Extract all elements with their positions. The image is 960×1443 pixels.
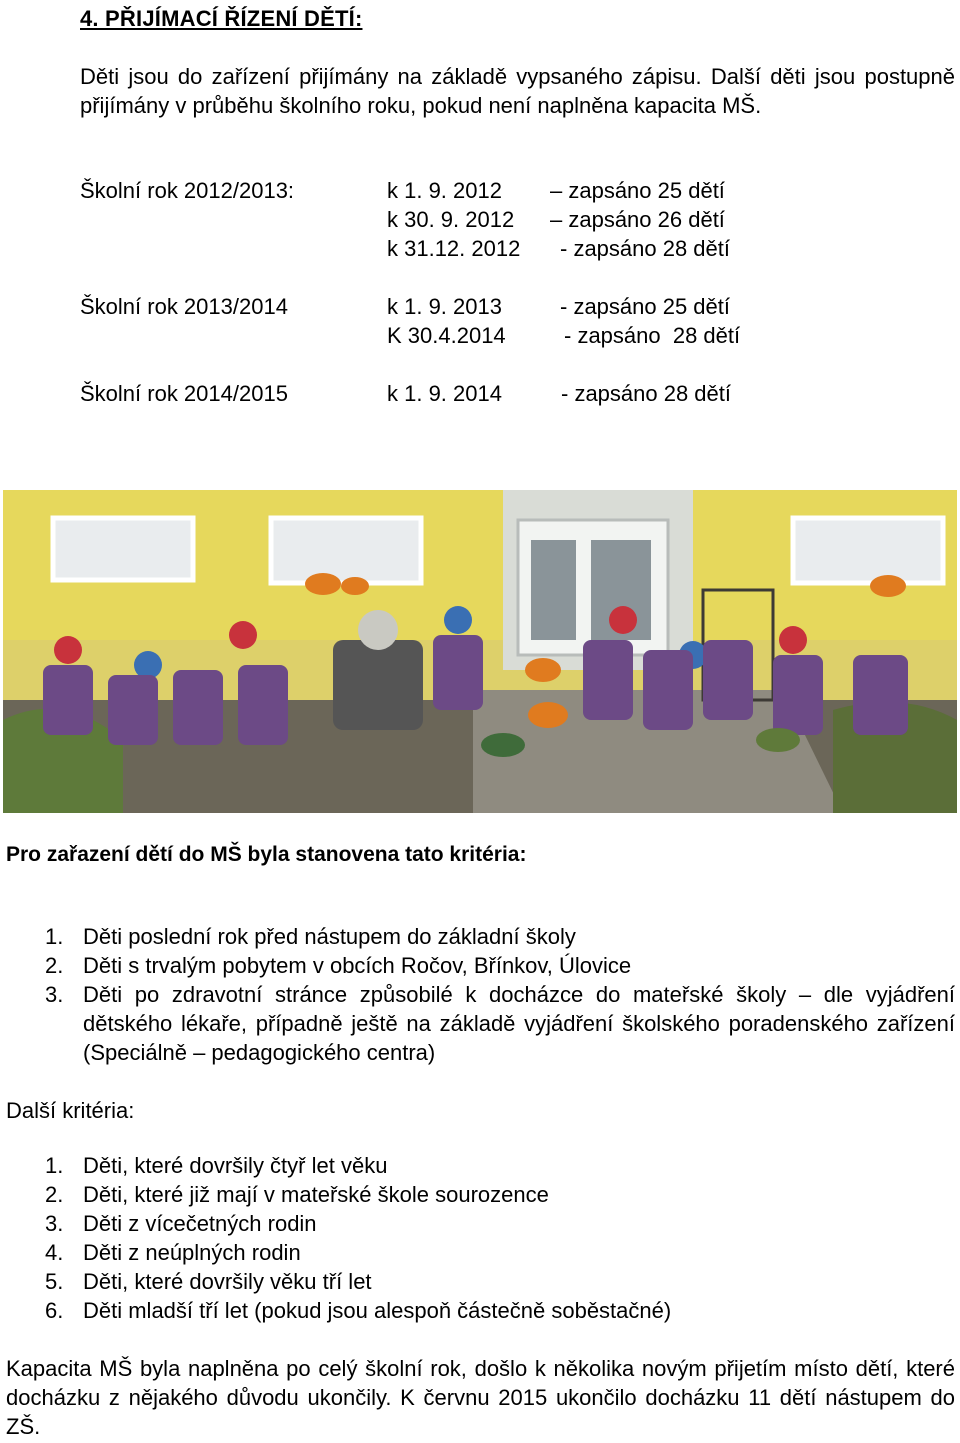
enrollment-date: k 30. 9. 2012 [387, 207, 515, 232]
enrollment-date: k 1. 9. 2014 [387, 381, 502, 406]
enrollment-count: - zapsáno 28 dětí [561, 381, 732, 406]
list-number: 5. [45, 1269, 64, 1294]
list-item [6, 1180, 955, 1209]
list-text: Děti z neúplných rodin [83, 1240, 301, 1265]
enrollment-date: k 31.12. 2012 [387, 236, 521, 261]
list-item [6, 922, 955, 951]
school-year-label: Školní rok 2013/2014 [80, 294, 288, 319]
school-year-label: Školní rok 2014/2015 [80, 381, 288, 406]
enrollment-count: - zapsáno 28 dětí [560, 236, 731, 261]
list-item [6, 951, 955, 980]
list-text: Děti, které již mají v mateřské škole sourozence [83, 1182, 549, 1207]
section-heading: 4. PŘIJÍMACÍ ŘÍZENÍ DĚTÍ: [80, 6, 363, 31]
other-criteria-label: Další kritéria: [6, 1098, 135, 1123]
list-item [6, 1151, 955, 1180]
enrollment-count: – zapsáno 25 dětí [550, 178, 725, 203]
list-number: 3. [45, 982, 64, 1007]
criteria-heading: Pro zařazení dětí do MŠ byla stanovena tato kritéria: [6, 843, 527, 866]
other-criteria-list [6, 1151, 955, 1325]
list-number: 6. [45, 1298, 64, 1323]
capacity-paragraph: Kapacita MŠ byla naplněna po celý školní rok, došlo k několika novým přijetím místo dětí, které docházku z nějakého důvodu ukončily. K červnu 2015 ukončilo docházku 11 dětí nástupem do ZŠ. [6, 1356, 955, 1439]
list-item [6, 980, 955, 1067]
enrollment-count: - zapsáno 25 dětí [560, 294, 731, 319]
list-number: 3. [45, 1211, 64, 1236]
enrollment-count: - zapsáno 28 dětí [564, 323, 741, 348]
list-item [6, 1267, 955, 1296]
list-text: Děti mladší tří let (pokud jsou alespoň částečně soběstačné) [83, 1298, 672, 1323]
list-item [6, 1238, 955, 1267]
list-text: Děti, které dovršily čtyř let věku [83, 1153, 388, 1178]
enrollment-date: K 30.4.2014 [387, 323, 506, 348]
list-item [6, 1209, 955, 1238]
list-text: Děti, které dovršily věku tří let [83, 1269, 372, 1294]
enrollment-date: k 1. 9. 2013 [387, 294, 502, 319]
list-number: 1. [45, 924, 64, 949]
enrollment-date: k 1. 9. 2012 [387, 178, 502, 203]
list-text: Děti s trvalým pobytem v obcích Ročov, Břínkov, Úlovice [83, 953, 632, 978]
list-item [6, 1296, 955, 1325]
list-number: 2. [45, 953, 64, 978]
enrollment-count: – zapsáno 26 dětí [550, 207, 725, 232]
list-number: 1. [45, 1153, 64, 1178]
intro-paragraph: Děti jsou do zařízení přijímány na základě vypsaného zápisu. Další děti jsou postupně přijímány v průběhu školního roku, pokud není naplněna kapacita MŠ. [80, 64, 955, 118]
list-text: Děti z vícečetných rodin [83, 1211, 317, 1236]
list-number: 2. [45, 1182, 64, 1207]
kindergarten-group-photo [3, 490, 957, 813]
criteria-list [6, 922, 955, 1067]
list-text: Děti poslední rok před nástupem do základní školy [83, 924, 576, 949]
list-number: 4. [45, 1240, 64, 1265]
school-year-label: Školní rok 2012/2013: [80, 178, 295, 203]
list-text: Děti po zdravotní stránce způsobilé k docházce do mateřské školy – dle vyjádření dětského lékaře, případně ještě na základě vyjádření školského poradenského zařízení (Speciálně – pedagogického centra) [83, 982, 955, 1065]
